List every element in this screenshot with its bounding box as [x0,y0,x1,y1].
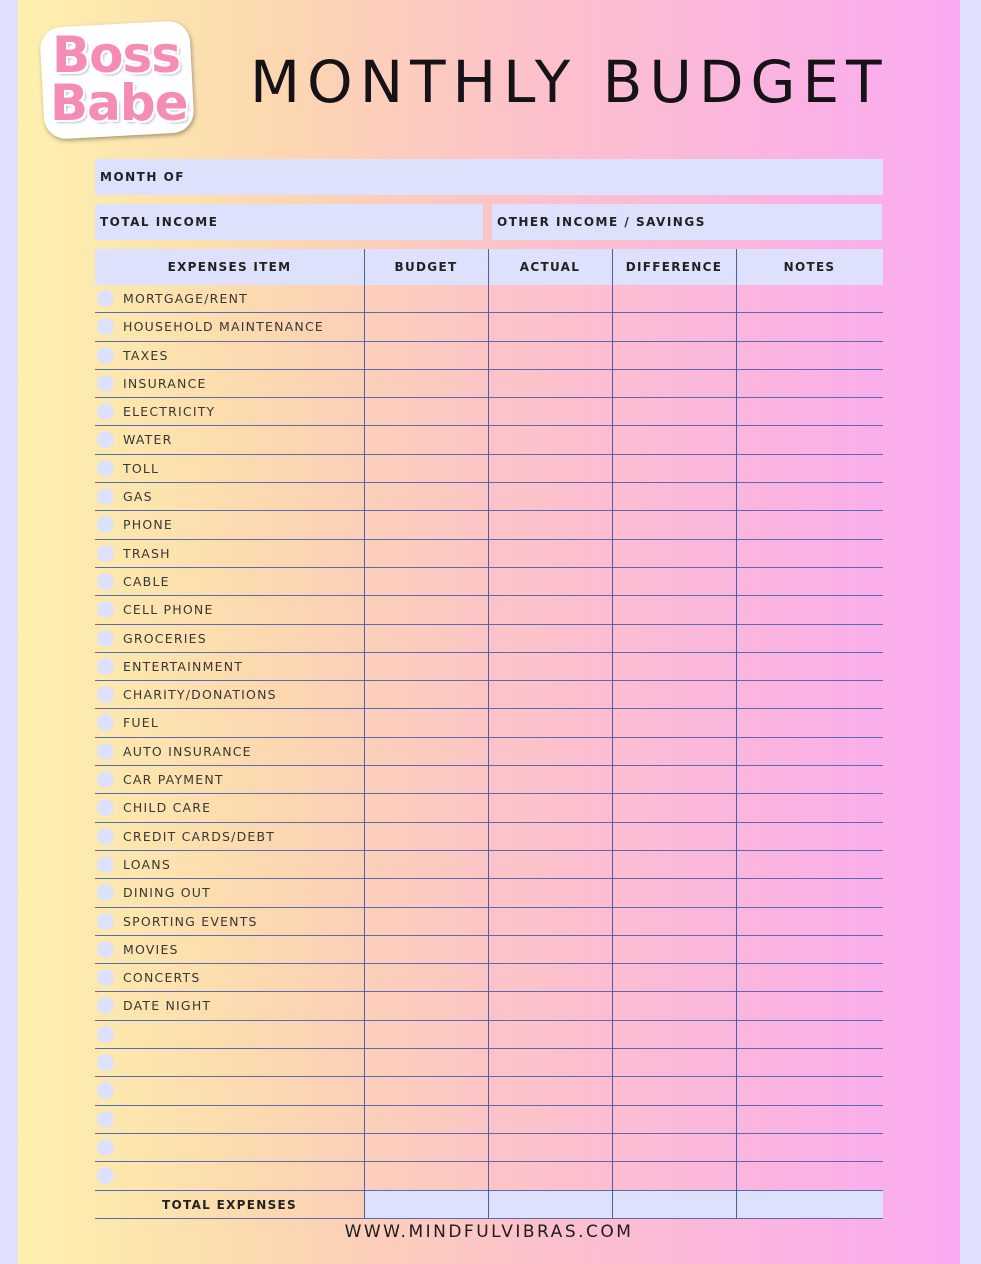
expense-item-label: CHARITY/DONATIONS [123,687,277,703]
expense-item-label: WATER [123,432,173,448]
notes-cell[interactable] [736,1021,883,1048]
table-row [95,342,883,370]
checkbox-circle[interactable] [97,375,114,392]
difference-cell[interactable] [612,568,736,595]
difference-cell[interactable] [612,794,736,821]
expense-item-label: CABLE [123,573,170,589]
logo-text-line2: Babe [50,74,188,132]
table-row [95,483,883,511]
checkbox-circle[interactable] [97,941,114,958]
notes-cell[interactable] [736,823,883,850]
expense-item-label: CELL PHONE [123,602,214,618]
budget-cell[interactable] [364,1077,488,1104]
table-row [95,511,883,539]
expense-item-label: GROCERIES [123,630,207,646]
total-actual-cell[interactable] [488,1191,612,1218]
notes-cell[interactable] [736,511,883,538]
other-income-field[interactable]: OTHER INCOME / SAVINGS [492,204,882,240]
difference-cell[interactable] [612,1134,736,1161]
actual-cell[interactable] [488,1162,612,1189]
difference-cell[interactable] [612,1021,736,1048]
actual-cell[interactable] [488,342,612,369]
total-expenses-label: TOTAL EXPENSES [162,1197,297,1212]
checkbox-circle[interactable] [97,1111,114,1128]
difference-cell[interactable] [612,596,736,623]
notes-cell[interactable] [736,285,883,312]
budget-cell[interactable] [364,766,488,793]
checkbox-circle[interactable] [97,403,114,420]
actual-cell[interactable] [488,908,612,935]
total-notes-cell[interactable] [736,1191,883,1218]
actual-cell[interactable] [488,313,612,340]
budget-cell[interactable] [364,1049,488,1076]
budget-cell[interactable] [364,625,488,652]
notes-cell[interactable] [736,794,883,821]
difference-cell[interactable] [612,1162,736,1189]
checkbox-circle[interactable] [97,828,114,845]
total-income-field[interactable]: TOTAL INCOME [95,204,483,240]
checkbox-circle[interactable] [97,1054,114,1071]
notes-cell[interactable] [736,313,883,340]
checkbox-circle[interactable] [97,1167,114,1184]
difference-cell[interactable] [612,766,736,793]
difference-cell[interactable] [612,342,736,369]
budget-cell[interactable] [364,1106,488,1133]
notes-cell[interactable] [736,879,883,906]
checkbox-circle[interactable] [97,318,114,335]
checkbox-circle[interactable] [97,884,114,901]
column-divider [364,249,365,1219]
budget-cell[interactable] [364,426,488,453]
table-row [95,1162,883,1190]
expense-item-label: MORTGAGE/RENT [123,291,249,306]
actual-cell[interactable] [488,1077,612,1104]
expense-item-label: CONCERTS [123,970,201,986]
checkbox-circle[interactable] [97,856,114,873]
checkbox-circle[interactable] [97,1139,114,1156]
checkbox-circle[interactable] [97,431,114,448]
table-row [95,794,883,822]
budget-cell[interactable] [364,681,488,708]
budget-cell[interactable] [364,823,488,850]
difference-cell[interactable] [612,483,736,510]
difference-cell[interactable] [612,511,736,538]
notes-cell[interactable] [736,568,883,595]
budget-table [95,249,883,1219]
table-row [95,709,883,737]
difference-cell[interactable] [612,625,736,652]
actual-cell[interactable] [488,455,612,482]
budget-cell[interactable] [364,879,488,906]
actual-cell[interactable] [488,398,612,425]
notes-cell[interactable] [736,1077,883,1104]
actual-cell[interactable] [488,426,612,453]
difference-cell[interactable] [612,851,736,878]
column-header-budget: BUDGET [394,260,458,274]
expense-item-label: ELECTRICITY [123,404,216,420]
notes-cell[interactable] [736,992,883,1019]
notes-cell[interactable] [736,964,883,991]
budget-cell[interactable] [364,540,488,567]
checkbox-circle[interactable] [97,913,114,930]
budget-cell[interactable] [364,738,488,765]
budget-cell[interactable] [364,992,488,1019]
table-row [95,823,883,851]
actual-cell[interactable] [488,540,612,567]
column-divider [612,249,613,1219]
expense-item-label: CAR PAYMENT [123,772,224,788]
checkbox-circle[interactable] [97,997,114,1014]
table-row [95,879,883,907]
table-row [95,625,883,653]
difference-cell[interactable] [612,1049,736,1076]
budget-cell[interactable] [364,964,488,991]
checkbox-circle[interactable] [97,290,114,307]
difference-cell[interactable] [612,426,736,453]
expense-item-label: LOANS [123,856,171,872]
table-row [95,992,883,1020]
checkbox-circle[interactable] [97,969,114,986]
budget-cell[interactable] [364,1021,488,1048]
notes-cell[interactable] [736,766,883,793]
difference-cell[interactable] [612,992,736,1019]
checkbox-circle[interactable] [97,714,114,731]
table-row [95,1106,883,1134]
budget-cell[interactable] [364,398,488,425]
notes-cell[interactable] [736,1049,883,1076]
budget-cell[interactable] [364,313,488,340]
total-expenses-row [95,1191,883,1219]
expense-item-label: DATE NIGHT [123,998,212,1014]
table-row [95,1077,883,1105]
actual-cell[interactable] [488,709,612,736]
budget-cell[interactable] [364,709,488,736]
table-row [95,455,883,483]
expense-item-label: ENTERTAINMENT [123,658,244,674]
table-row [95,766,883,794]
table-row [95,540,883,568]
table-row [95,851,883,879]
budget-cell[interactable] [364,483,488,510]
actual-cell[interactable] [488,511,612,538]
budget-page [18,0,960,1264]
checkbox-circle[interactable] [97,658,114,675]
difference-cell[interactable] [612,936,736,963]
column-divider [488,249,489,1219]
budget-cell[interactable] [364,1134,488,1161]
notes-cell[interactable] [736,1162,883,1189]
actual-cell[interactable] [488,851,612,878]
actual-cell[interactable] [488,285,612,312]
difference-cell[interactable] [612,738,736,765]
budget-cell[interactable] [364,342,488,369]
actual-cell[interactable] [488,823,612,850]
actual-cell[interactable] [488,964,612,991]
notes-cell[interactable] [736,398,883,425]
table-row [95,370,883,398]
column-header-expenses-item: EXPENSES ITEM [167,260,292,274]
notes-cell[interactable] [736,1134,883,1161]
difference-cell[interactable] [612,1077,736,1104]
actual-cell[interactable] [488,1134,612,1161]
page-title: MONTHLY BUDGET [250,48,889,116]
website-footer: WWW.MINDFULVIBRAS.COM [344,1222,634,1242]
expense-item-label: SPORTING EVENTS [123,913,258,929]
notes-cell[interactable] [736,370,883,397]
actual-cell[interactable] [488,766,612,793]
checkbox-circle[interactable] [97,630,114,647]
table-row [95,426,883,454]
difference-cell[interactable] [612,681,736,708]
difference-cell[interactable] [612,370,736,397]
notes-cell[interactable] [736,851,883,878]
difference-cell[interactable] [612,964,736,991]
actual-cell[interactable] [488,936,612,963]
budget-cell[interactable] [364,285,488,312]
checkbox-circle[interactable] [97,1026,114,1043]
expense-item-label: PHONE [123,517,174,533]
budget-cell[interactable] [364,370,488,397]
budget-cell[interactable] [364,653,488,680]
notes-cell[interactable] [736,540,883,567]
actual-cell[interactable] [488,879,612,906]
column-divider [736,249,737,1219]
expense-item-label: INSURANCE [123,375,207,391]
actual-cell[interactable] [488,738,612,765]
checkbox-circle[interactable] [97,743,114,760]
actual-cell[interactable] [488,370,612,397]
notes-cell[interactable] [736,681,883,708]
expense-rows [95,285,883,1191]
expense-item-label: GAS [123,489,153,505]
checkbox-circle[interactable] [97,516,114,533]
total-difference-cell[interactable] [612,1191,736,1218]
table-row [95,738,883,766]
table-row [95,936,883,964]
notes-cell[interactable] [736,455,883,482]
actual-cell[interactable] [488,992,612,1019]
table-row [95,1134,883,1162]
checkbox-circle[interactable] [97,460,114,477]
expense-item-label: TOLL [123,460,160,476]
notes-cell[interactable] [736,625,883,652]
table-header [95,249,883,285]
actual-cell[interactable] [488,794,612,821]
total-budget-cell[interactable] [364,1191,488,1218]
difference-cell[interactable] [612,879,736,906]
checkbox-circle[interactable] [97,601,114,618]
budget-cell[interactable] [364,455,488,482]
table-row [95,908,883,936]
table-row [95,568,883,596]
table-row [95,398,883,426]
actual-cell[interactable] [488,596,612,623]
budget-cell[interactable] [364,511,488,538]
checkbox-circle[interactable] [97,573,114,590]
actual-cell[interactable] [488,625,612,652]
expense-item-label: AUTO INSURANCE [123,743,252,759]
expense-item-label: FUEL [123,715,160,731]
actual-cell[interactable] [488,1021,612,1048]
notes-cell[interactable] [736,738,883,765]
actual-cell[interactable] [488,1106,612,1133]
expense-item-label: DINING OUT [123,885,211,901]
column-header-difference: DIFFERENCE [625,260,723,274]
notes-cell[interactable] [736,936,883,963]
budget-cell[interactable] [364,568,488,595]
logo-text-line1: Boss [52,26,180,84]
budget-cell[interactable] [364,596,488,623]
actual-cell[interactable] [488,1049,612,1076]
table-row [95,1021,883,1049]
budget-cell[interactable] [364,851,488,878]
expense-item-label: TRASH [123,545,171,561]
table-row [95,681,883,709]
table-row [95,596,883,624]
notes-cell[interactable] [736,342,883,369]
notes-cell[interactable] [736,426,883,453]
table-row [95,964,883,992]
checkbox-circle[interactable] [97,771,114,788]
actual-cell[interactable] [488,653,612,680]
column-header-actual: ACTUAL [519,260,581,274]
checkbox-circle[interactable] [97,488,114,505]
table-row [95,1049,883,1077]
expense-item-label: MOVIES [123,941,179,957]
notes-cell[interactable] [736,709,883,736]
actual-cell[interactable] [488,483,612,510]
table-row [95,313,883,341]
expense-item-label: CREDIT CARDS/DEBT [123,828,276,844]
actual-cell[interactable] [488,568,612,595]
difference-cell[interactable] [612,653,736,680]
difference-cell[interactable] [612,398,736,425]
checkbox-circle[interactable] [97,545,114,562]
difference-cell[interactable] [612,709,736,736]
checkbox-circle[interactable] [97,686,114,703]
expense-item-label: HOUSEHOLD MAINTENANCE [123,319,325,335]
actual-cell[interactable] [488,681,612,708]
difference-cell[interactable] [612,908,736,935]
notes-cell[interactable] [736,1106,883,1133]
difference-cell[interactable] [612,823,736,850]
notes-cell[interactable] [736,653,883,680]
boss-babe-logo [38,18,198,143]
notes-cell[interactable] [736,483,883,510]
difference-cell[interactable] [612,285,736,312]
difference-cell[interactable] [612,540,736,567]
budget-cell[interactable] [364,794,488,821]
expense-item-label: TAXES [123,347,169,363]
budget-cell[interactable] [364,908,488,935]
column-header-notes: NOTES [783,260,836,274]
checkbox-circle[interactable] [97,799,114,816]
notes-cell[interactable] [736,596,883,623]
expense-item-label: CHILD CARE [123,800,212,816]
difference-cell[interactable] [612,313,736,340]
checkbox-circle[interactable] [97,347,114,364]
notes-cell[interactable] [736,908,883,935]
table-row [95,653,883,681]
difference-cell[interactable] [612,455,736,482]
difference-cell[interactable] [612,1106,736,1133]
checkbox-circle[interactable] [97,1082,114,1099]
budget-cell[interactable] [364,1162,488,1189]
budget-cell[interactable] [364,936,488,963]
month-of-field[interactable]: MONTH OF [95,159,883,195]
table-row [95,285,883,313]
